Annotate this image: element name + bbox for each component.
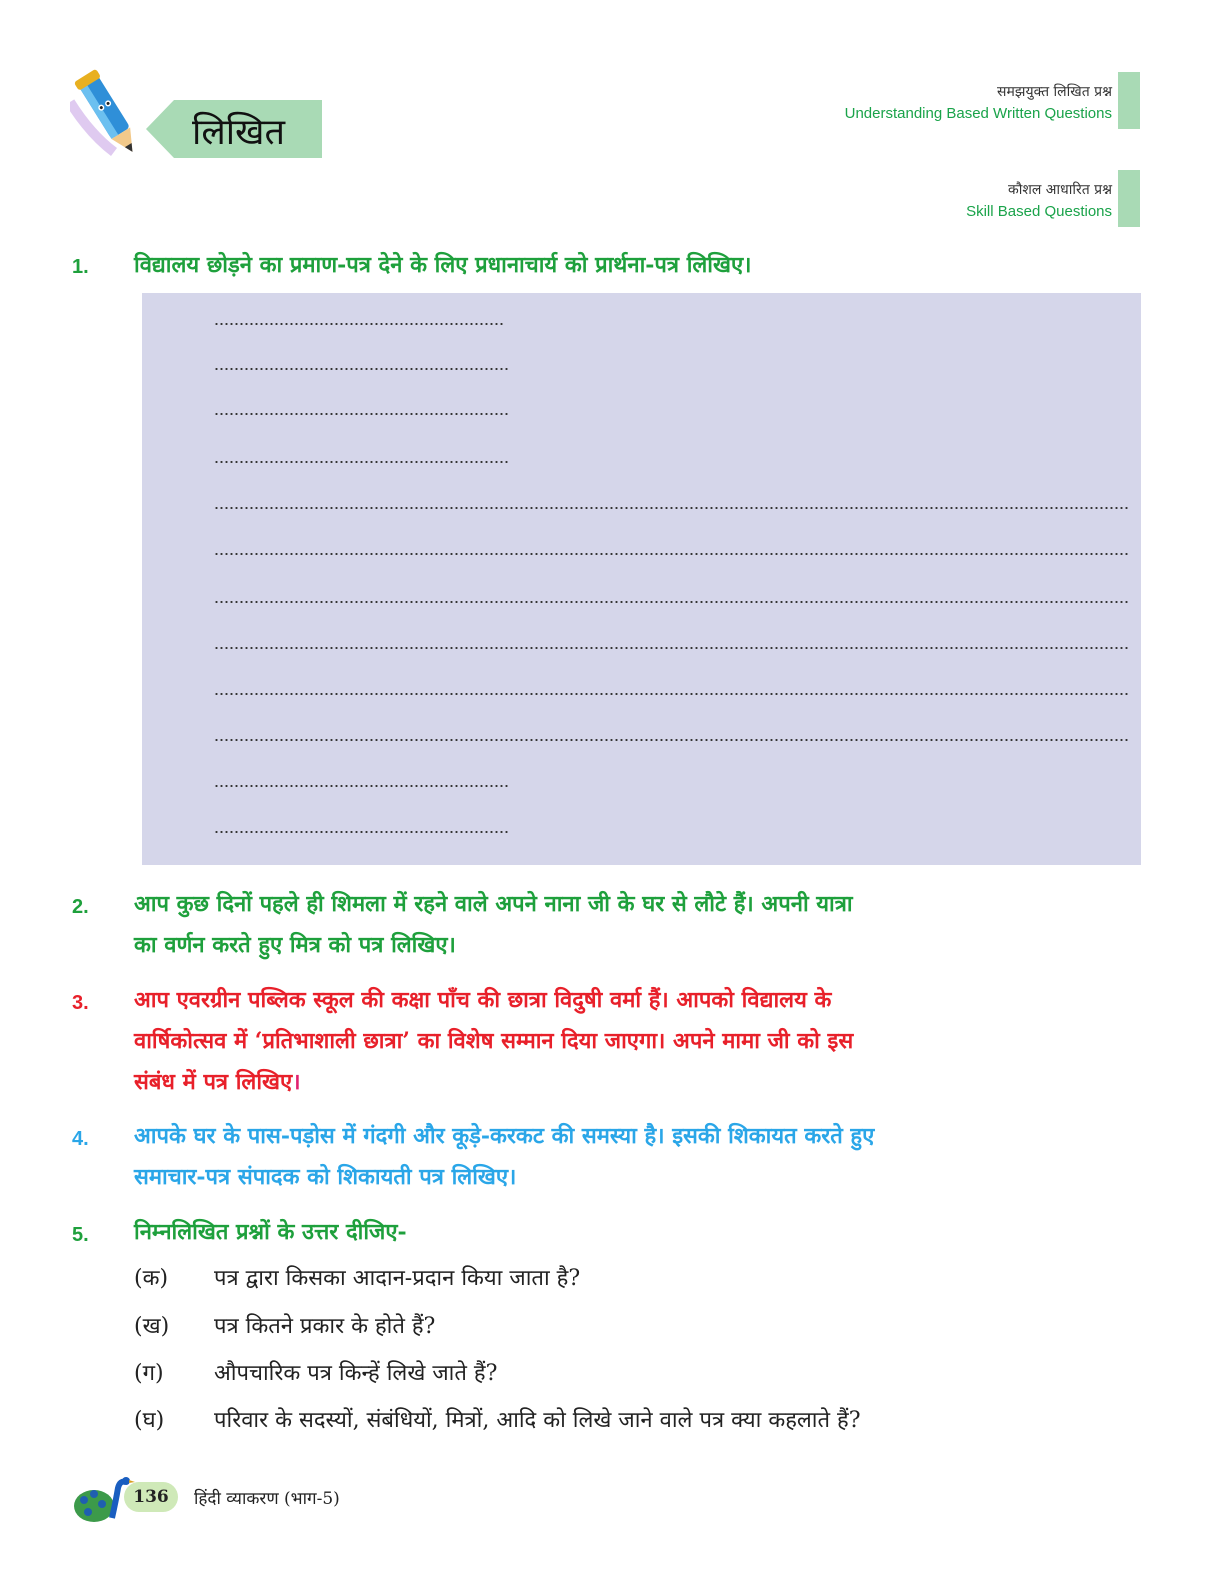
section-title: लिखित: [192, 112, 286, 153]
question-line: वार्षिकोत्सव में ‘प्रतिभाशाली छात्रा’ का विशेष सम्मान दिया जाएगा। अपने मामा जी को इस: [134, 1028, 854, 1054]
question-line: आप कुछ दिनों पहले ही शिमला में रहने वाले अपने नाना जी के घर से लौटे हैं। अपनी यात्रा: [134, 891, 853, 917]
question-line: आपके घर के पास-पड़ोस में गंदगी और कूड़े-करकट की समस्या है। इसकी शिकायत करते हुए: [134, 1123, 875, 1149]
sub-question-text: परिवार के सदस्यों, संबंधियों, मित्रों, आदि को लिखे जाने वाले पत्र क्या कहलाते हैं?: [214, 1408, 861, 1433]
section-tag: [146, 100, 322, 158]
question-number: 2.: [72, 896, 89, 918]
writing-line[interactable]: [214, 693, 1129, 695]
page-number: 136: [133, 1487, 169, 1507]
sub-question: [134, 1404, 861, 1434]
question-number: 5.: [72, 1224, 89, 1246]
question-text: [134, 980, 1142, 1103]
writing-line[interactable]: [214, 647, 1129, 649]
question-line: आप एवरग्रीन पब्लिक स्कूल की कक्षा पाँच की छात्रा विदुषी वर्मा हैं। आपको विद्यालय के: [134, 987, 832, 1013]
qtype-understanding-hi: समझयुक्त लिखित प्रश्न: [997, 84, 1112, 100]
writing-line[interactable]: [214, 553, 1129, 555]
writing-line[interactable]: [214, 413, 509, 415]
sub-question-text: पत्र कितने प्रकार के होते हैं?: [214, 1314, 436, 1339]
question-line-text: संबंध में पत्र लिखिए: [134, 1069, 293, 1095]
qtype-skill: [966, 180, 1112, 220]
book-title: हिंदी व्याकरण (भाग-5): [194, 1489, 340, 1509]
writing-line[interactable]: [214, 831, 509, 833]
qtype-understanding-en: Understanding Based Written Questions: [844, 105, 1112, 122]
sub-question: [134, 1262, 580, 1292]
writing-line[interactable]: [214, 507, 1129, 509]
writing-line[interactable]: [214, 601, 1129, 603]
qtype-bar: [1118, 72, 1140, 129]
question-number: 4.: [72, 1128, 89, 1150]
qtype-skill-hi: कौशल आधारित प्रश्न: [1007, 182, 1112, 198]
question-number: 1.: [72, 256, 89, 278]
answer-box[interactable]: [142, 293, 1141, 865]
sub-question-text: औपचारिक पत्र किन्हें लिखे जाते हैं?: [214, 1361, 498, 1386]
question-line: [134, 1062, 1142, 1103]
writing-line[interactable]: [214, 461, 509, 463]
sub-question-label: (ख): [134, 1314, 170, 1339]
question-number: 3.: [72, 992, 89, 1014]
sub-question: [134, 1310, 435, 1340]
page-number-badge: [124, 1482, 178, 1512]
question-text: [134, 1116, 1142, 1198]
writing-line[interactable]: [214, 785, 509, 787]
qtype-skill-en: Skill Based Questions: [966, 203, 1112, 220]
sub-question-label: (ग): [134, 1361, 164, 1386]
sub-question-label: (क): [134, 1266, 169, 1291]
question-line: समाचार-पत्र संपादक को शिकायती पत्र लिखिए।: [134, 1164, 517, 1190]
question-text: विद्यालय छोड़ने का प्रमाण-पत्र देने के लिए प्रधानाचार्य को प्रार्थना-पत्र लिखिए।: [134, 252, 752, 278]
qtype-understanding: [845, 82, 1112, 122]
sub-question: [134, 1357, 497, 1387]
writing-line[interactable]: [214, 739, 1129, 741]
writing-line[interactable]: [214, 323, 504, 325]
sub-question-label: (घ): [134, 1408, 165, 1433]
question-text: [134, 884, 1142, 966]
question-text: निम्नलिखित प्रश्नों के उत्तर दीजिए-: [134, 1219, 407, 1245]
question-line-end: ।: [292, 1069, 301, 1095]
sub-question-text: पत्र द्वारा किसका आदान-प्रदान किया जाता है?: [214, 1266, 581, 1291]
writing-line[interactable]: [214, 368, 509, 370]
question-line: का वर्णन करते हुए मित्र को पत्र लिखिए।: [134, 932, 456, 958]
qtype-bar: [1118, 170, 1140, 227]
pencil-icon: [70, 64, 152, 160]
